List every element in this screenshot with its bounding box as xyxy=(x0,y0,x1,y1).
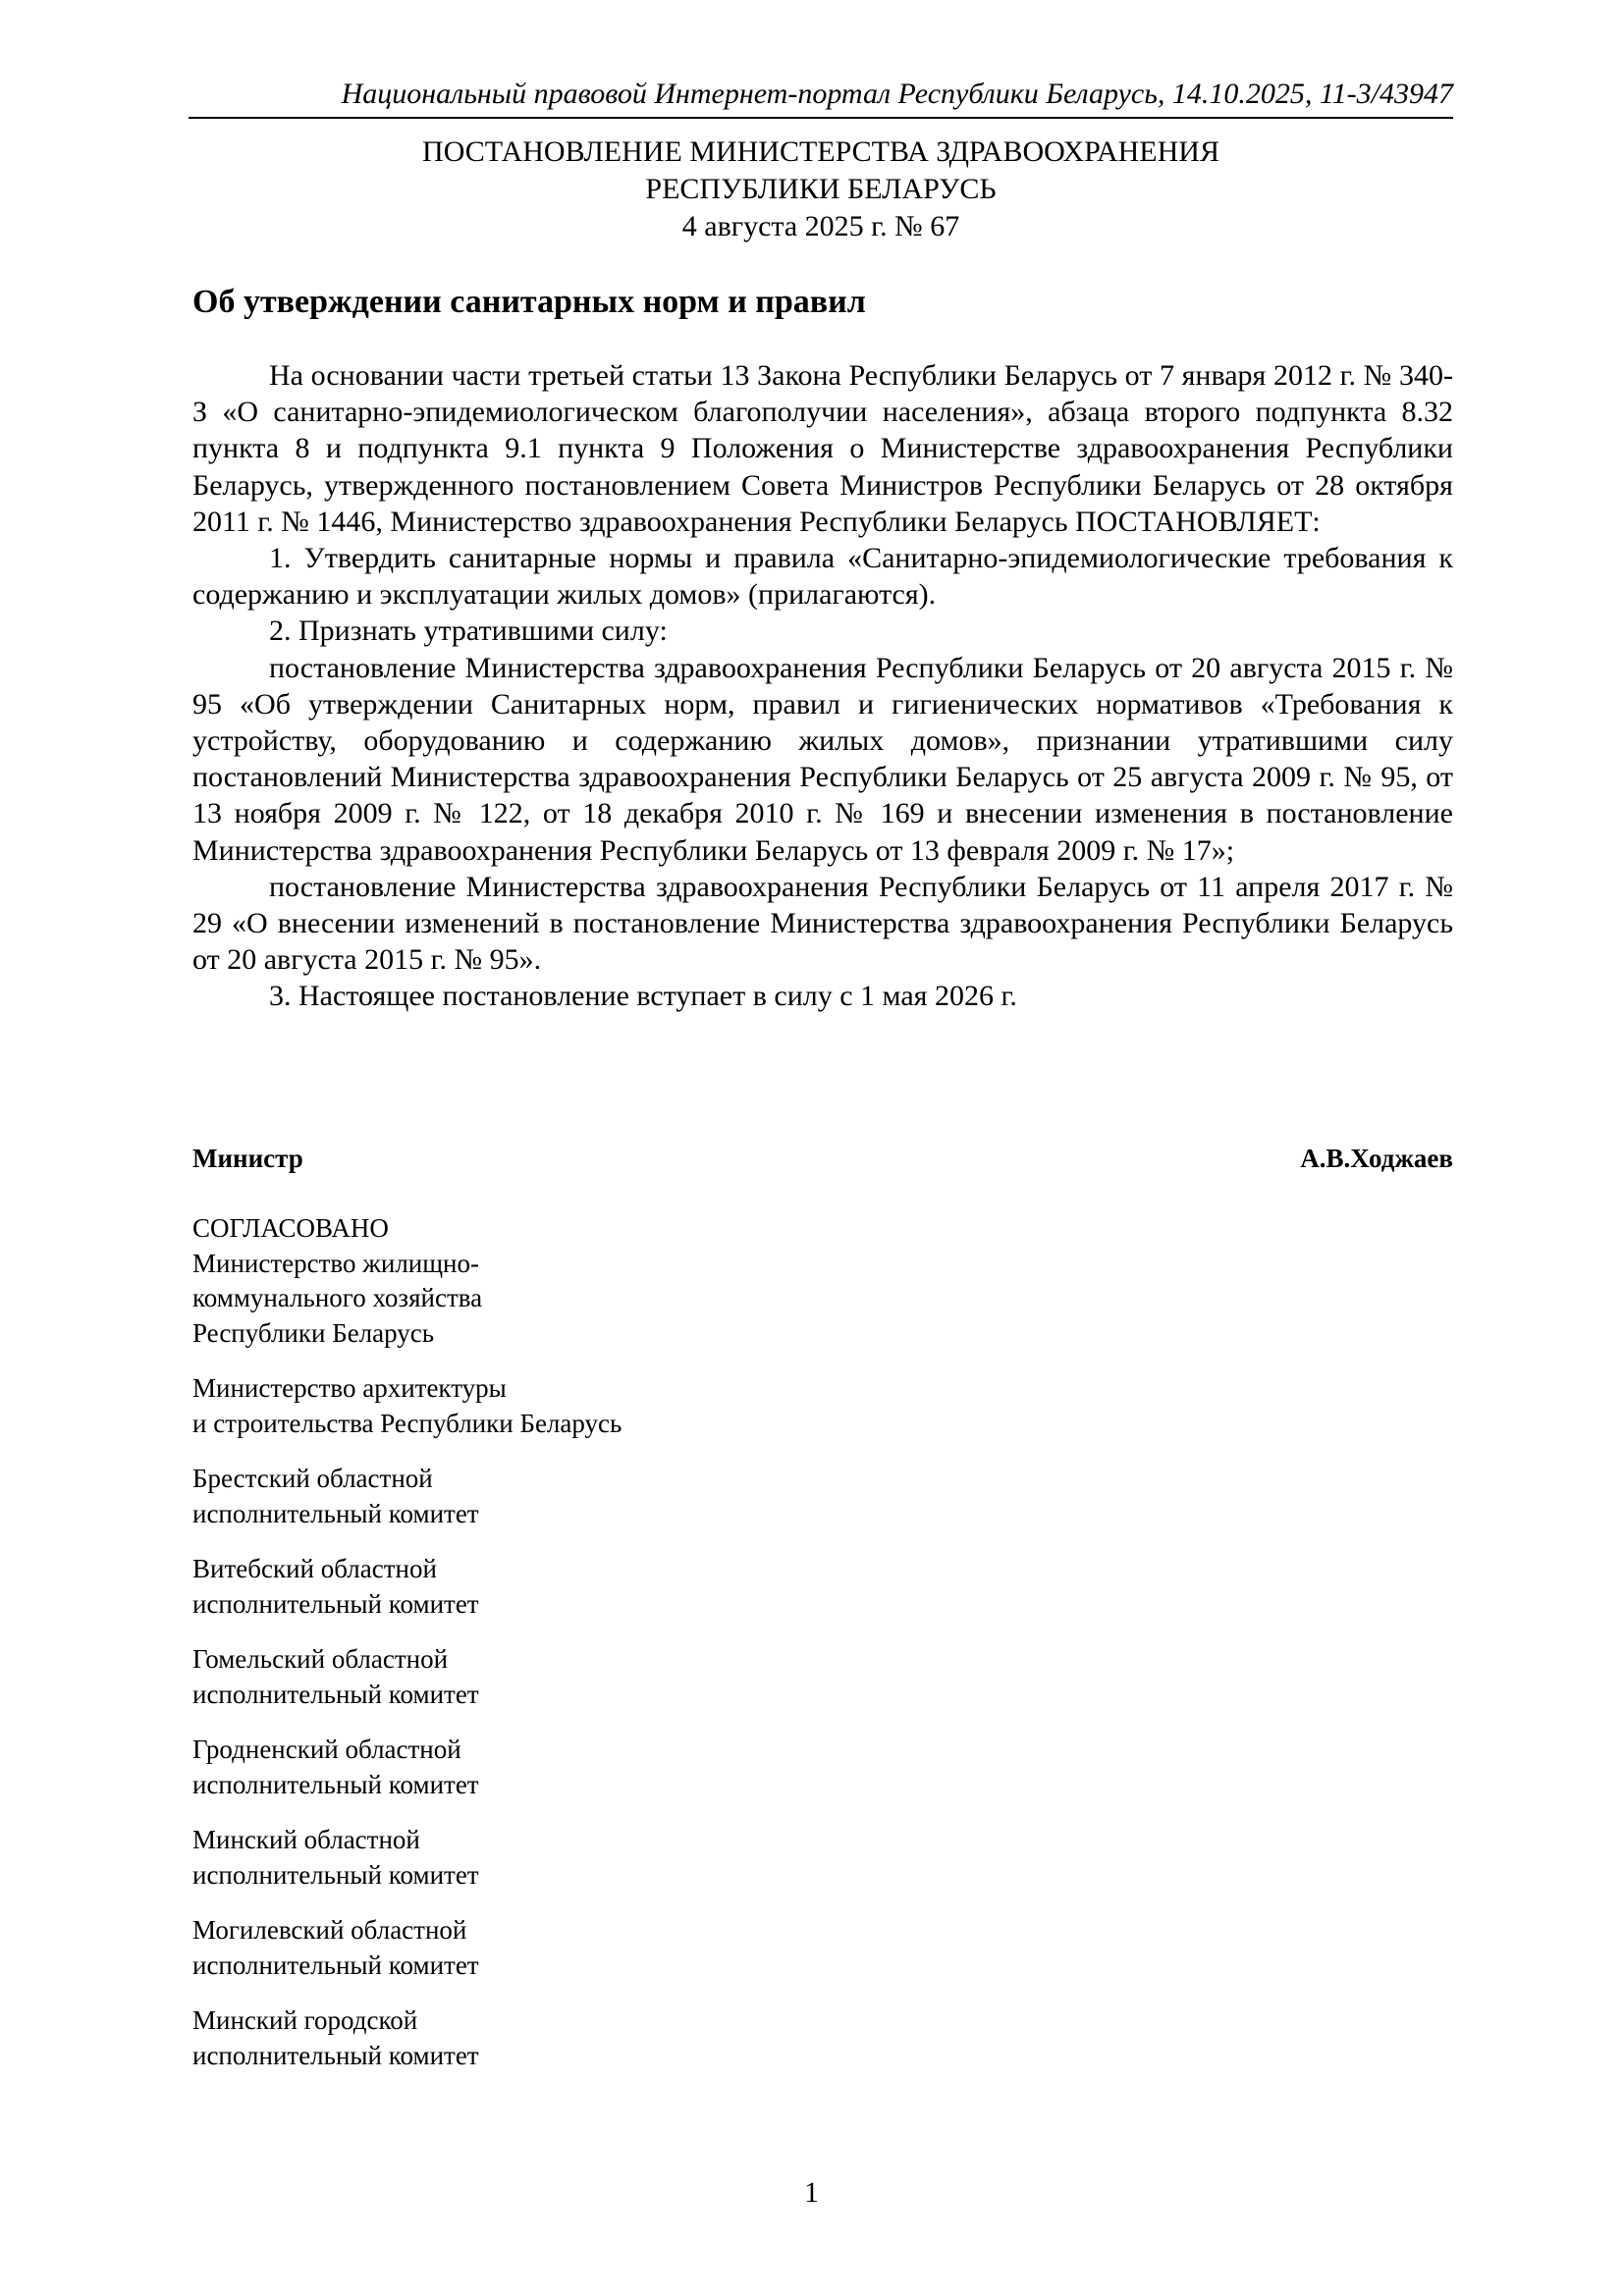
org-line: Министерство жилищно- xyxy=(192,1248,479,1278)
org-line: Республики Беларусь xyxy=(192,1317,435,1348)
document-type-line2: РЕСПУБЛИКИ БЕЛАРУСЬ xyxy=(645,173,997,205)
signatory-name: А.В.Ходжаев xyxy=(1300,1144,1453,1173)
org-line: исполнительный комитет xyxy=(192,1588,479,1619)
header-divider xyxy=(189,117,1453,119)
portal-header: Национальный правовой Интернет-портал Республики Беларусь, 14.10.2025, 11-3/43947 xyxy=(341,78,1453,110)
org-line: Гомельский областной xyxy=(192,1644,449,1674)
approving-organization xyxy=(192,1642,978,1712)
org-line: Могилевский областной xyxy=(192,1915,467,1945)
org-line: и строительства Республики Беларусь xyxy=(192,1408,622,1438)
org-line: исполнительный комитет xyxy=(192,1949,479,1980)
document-heading: Об утверждении санитарных норм и правил xyxy=(192,284,866,320)
approving-organization xyxy=(192,1371,978,1441)
item-3-paragraph: 3. Настоящее постановление вступает в силу с 1 мая 2026 г. xyxy=(269,980,1017,1013)
org-line: Министерство архитектуры xyxy=(192,1373,507,1403)
document-type-line1: ПОСТАНОВЛЕНИЕ МИНИСТЕРСТВА ЗДРАВООХРАНЕНИЯ xyxy=(422,135,1219,168)
approving-organization xyxy=(192,1552,978,1622)
org-line: Минский областной xyxy=(192,1825,420,1854)
org-line: исполнительный комитет xyxy=(192,1769,479,1799)
org-line: исполнительный комитет xyxy=(192,1859,479,1890)
item-2-sub1-paragraph: постановление Министерства здравоохранения Республики Беларусь от 20 августа 2015 г. № 95 «Об утверждении Санитарных норм, правил и гигиенических нормативов «Требования к устройству, оборудованию и содержанию жилых домов», признании утратившими силу постановлений Министерства здравоохранения Республики Беларусь от 25 августа 2009 г. № 95, от 13 ноября 2009 г. № 122, от 18 декабря 2010 г. № 169 и внесении изменения в постановление Министерства здравоохранения Республики Беларусь от 13 февраля 2009 г. № 17»; xyxy=(192,651,1453,867)
item-2-paragraph: 2. Признать утратившими силу: xyxy=(269,614,668,648)
signature-block xyxy=(192,1141,1453,1176)
org-line: исполнительный комитет xyxy=(192,1498,479,1528)
item-1-paragraph: 1. Утвердить санитарные нормы и правила «Санитарно-эпидемиологические требования к содержанию и эксплуатации жилых домов» (прилагаются). xyxy=(192,542,1453,612)
preamble-paragraph: На основании части третьей статьи 13 Закона Республики Беларусь от 7 января 2012 г. № 340-З «О санитарно-эпидемиологическом благополучии населения», абзаца второго подпункта 8.32 пункта 8 и подпункта 9.1 пункта 9 Положения о Министерстве здравоохранения Республики Беларусь, утвержденного постановлением Совета Министров Республики Беларусь от 28 октября 2011 г. № 1446, Министерство здравоохранения Республики Беларусь ПОСТАНОВЛЯЕТ: xyxy=(192,359,1453,538)
approving-organization xyxy=(192,1247,978,1352)
approving-organization xyxy=(192,2003,978,2073)
org-line: коммунального хозяйства xyxy=(192,1283,483,1312)
approvals-block xyxy=(192,1211,978,2094)
org-line: Брестский областной xyxy=(192,1464,433,1493)
signatory-position: Министр xyxy=(192,1144,303,1173)
approvals-heading: СОГЛАСОВАНО xyxy=(192,1213,389,1243)
document-title-block xyxy=(189,133,1453,245)
org-line: исполнительный комитет xyxy=(192,1679,479,1709)
org-line: Гродненский областной xyxy=(192,1735,461,1764)
org-line: исполнительный комитет xyxy=(192,2040,479,2070)
approving-organization xyxy=(192,1913,978,1983)
org-line: Витебский областной xyxy=(192,1554,437,1583)
document-body xyxy=(192,357,1453,1015)
approving-organization xyxy=(192,1823,978,1893)
document-date-number: 4 августа 2025 г. № 67 xyxy=(681,210,960,242)
item-2-sub2-paragraph: постановление Министерства здравоохранения Республики Беларусь от 11 апреля 2017 г. № 29 «О внесении изменений в постановление Министерства здравоохранения Республики Беларусь от 20 августа 2015 г. № 95». xyxy=(192,870,1453,977)
approving-organization xyxy=(192,1733,978,1802)
org-line: Минский городской xyxy=(192,2005,418,2035)
approving-organization xyxy=(192,1462,978,1531)
page-number: 1 xyxy=(804,2176,819,2209)
